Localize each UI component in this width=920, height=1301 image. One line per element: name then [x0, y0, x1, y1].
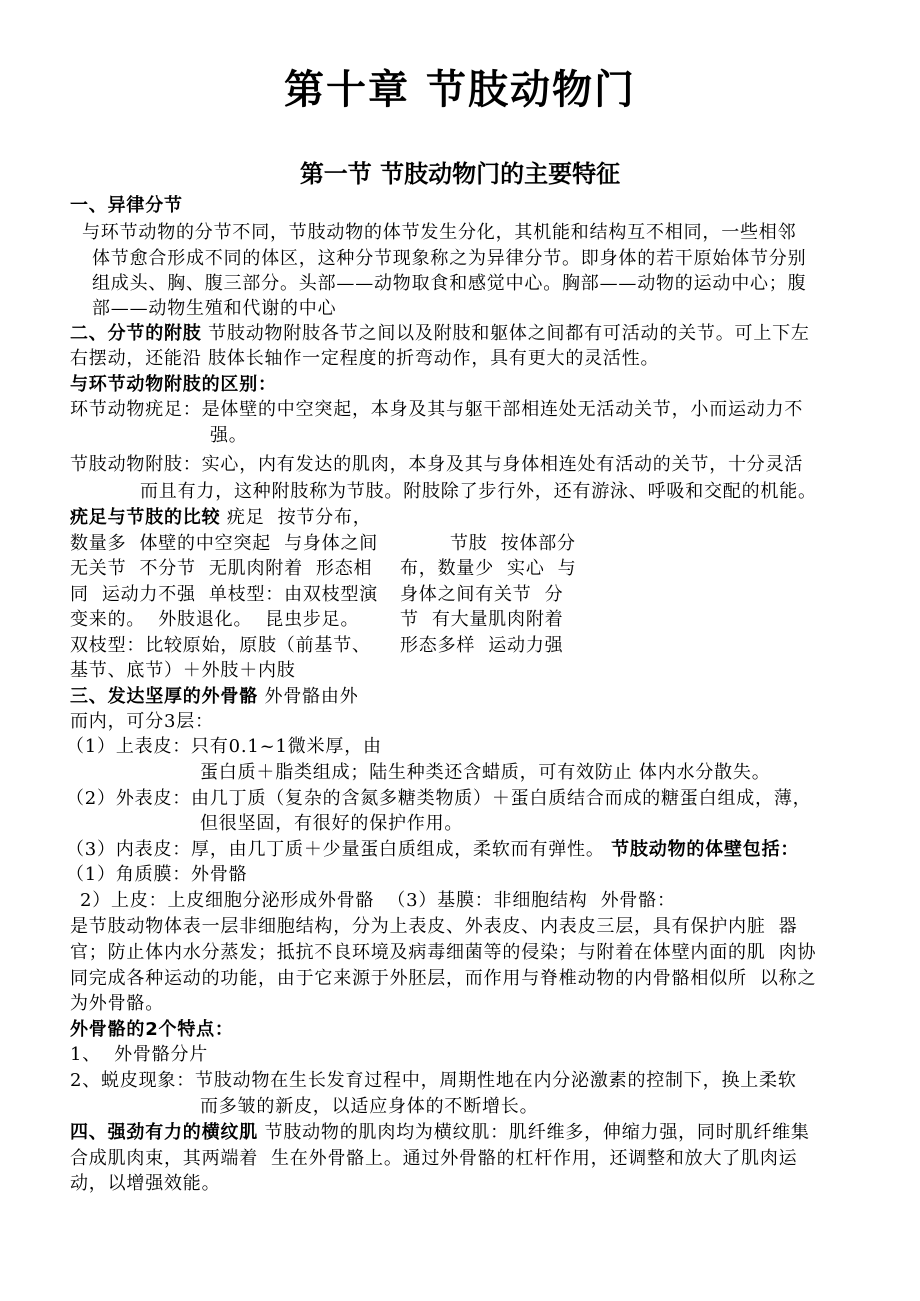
paragraph-line: 官；防止体内水分蒸发；抵抗不良环境及病毒细菌等的侵染；与附着在体壁内面的肌 肉协	[70, 942, 817, 963]
comparison-right: 布，数量少 实心 与	[400, 558, 577, 579]
paragraph-line: 环节动物疣足：是体壁的中空突起，本身及其与躯干部相连处无活动关节，小而运动力不	[70, 399, 804, 420]
paragraph-line: 1、 外骨骼分片	[70, 1044, 209, 1065]
comparison-left: 基节、底节）＋外肢＋内肢	[70, 660, 296, 681]
paragraph-line: 是节肢动物体表一层非细胞结构，分为上表皮、外表皮、内表皮三层，具有保护内脏 器	[70, 916, 798, 937]
comparison-right: 节肢 按体部分	[450, 533, 576, 554]
paragraph-line: （3）内表皮：厚，由几丁质＋少量蛋白质组成，柔软而有弹性。 节肢动物的体壁包括：	[66, 839, 800, 860]
comparison-left: 变来的。 外肢退化。 昆虫步足。	[70, 609, 360, 630]
comparison-right: 节 有大量肌肉附着	[400, 609, 564, 630]
paragraph-line: 部——动物生殖和代谢的中心	[92, 298, 337, 319]
subheading: 外骨骼的2个特点：	[70, 1019, 234, 1040]
heading-3: 三、发达坚厚的外骨骼 外骨骼由外	[70, 686, 359, 707]
paragraph-line: 合成肌肉束，其两端着 生在外骨骼上。通过外骨骼的杠杆作用，还调整和放大了肌肉运	[70, 1148, 798, 1169]
paragraph-line: 同完成各种运动的功能，由于它来源于外胚层，而作用与脊椎动物的内骨骼相似所 以称之	[70, 968, 817, 989]
paragraph-line: 蛋白质＋脂类组成；陆生种类还含蜡质，可有效防止 体内水分散失。	[200, 762, 771, 783]
heading-1: 一、异律分节	[70, 195, 183, 216]
paragraph-line: 右摆动，还能沿 肢体长轴作一定程度的折弯动作，具有更大的灵活性。	[70, 348, 660, 369]
paragraph-line: 与环节动物的分节不同，节肢动物的体节发生分化，其机能和结构互不相同，一些相邻	[82, 222, 797, 243]
heading-2: 二、分节的附肢 节肢动物附肢各节之间以及附肢和躯体之间都有可活动的关节。可上下左	[70, 323, 810, 344]
paragraph-line: 2）上皮：上皮细胞分泌形成外骨骼 （3）基膜：非细胞结构 外骨骼：	[80, 890, 676, 911]
paragraph-line: （1）角质膜：外骨骼	[66, 864, 248, 885]
comparison-left: 无关节 不分节 无肌肉附着 形态相	[70, 558, 373, 579]
paragraph-line: 2、蜕皮现象：节肢动物在生长发育过程中，周期性地在内分泌激素的控制下，换上柔软	[70, 1070, 797, 1091]
paragraph-line: 而且有力，这种附肢称为节肢。附肢除了步行外，还有游泳、呼吸和交配的机能。	[140, 481, 817, 502]
comparison-left: 同 运动力不强 单枝型：由双枝型演	[70, 584, 379, 605]
paragraph-line: 为外骨骼。	[70, 993, 164, 1014]
paragraph-line: 组成头、胸、腹三部分。头部——动物取食和感觉中心。胸部——动物的运动中心；腹	[92, 273, 807, 294]
comparison-right: 身体之间有关节 分	[400, 584, 564, 605]
heading-4: 四、强劲有力的横纹肌 节肢动物的肌肉均为横纹肌：肌纤维多，伸缩力强，同时肌纤维集	[70, 1122, 810, 1143]
comparison-right: 形态多样 运动力强	[400, 635, 564, 656]
paragraph-line: 而内，可分3层：	[70, 711, 214, 732]
paragraph-line: 体节愈合形成不同的体区，这种分节现象称之为异律分节。即身体的若干原始体节分别	[92, 248, 807, 269]
section-title: 第一节 节肢动物门的主要特征	[299, 160, 621, 188]
comparison-left: 双枝型：比较原始，原肢（前基节、	[70, 635, 371, 656]
paragraph-line: 而多皱的新皮，以适应身体的不断增长。	[200, 1096, 539, 1117]
comparison-left: 数量多 体壁的中空突起 与身体之间	[70, 533, 379, 554]
paragraph-line: （2）外表皮：由几丁质（复杂的含氮多糖类物质）＋蛋白质结合而成的糖蛋白组成，薄，	[66, 788, 812, 809]
subheading: 与环节动物附肢的区别：	[70, 374, 277, 395]
chapter-title: 第十章 节肢动物门	[284, 67, 636, 113]
paragraph-line: 动，以增强效能。	[70, 1173, 221, 1194]
paragraph-line: （1）上表皮：只有0.1~1微米厚，由	[66, 736, 382, 757]
paragraph-line: 但很坚固，有很好的保护作用。	[200, 813, 464, 834]
paragraph-line: 节肢动物附肢：实心，内有发达的肌肉，本身及其与身体相连处有活动的关节，十分灵活	[70, 454, 804, 475]
paragraph-line: 强。	[210, 425, 248, 446]
subheading: 疣足与节肢的比较 疣足 按节分布，	[70, 507, 372, 528]
